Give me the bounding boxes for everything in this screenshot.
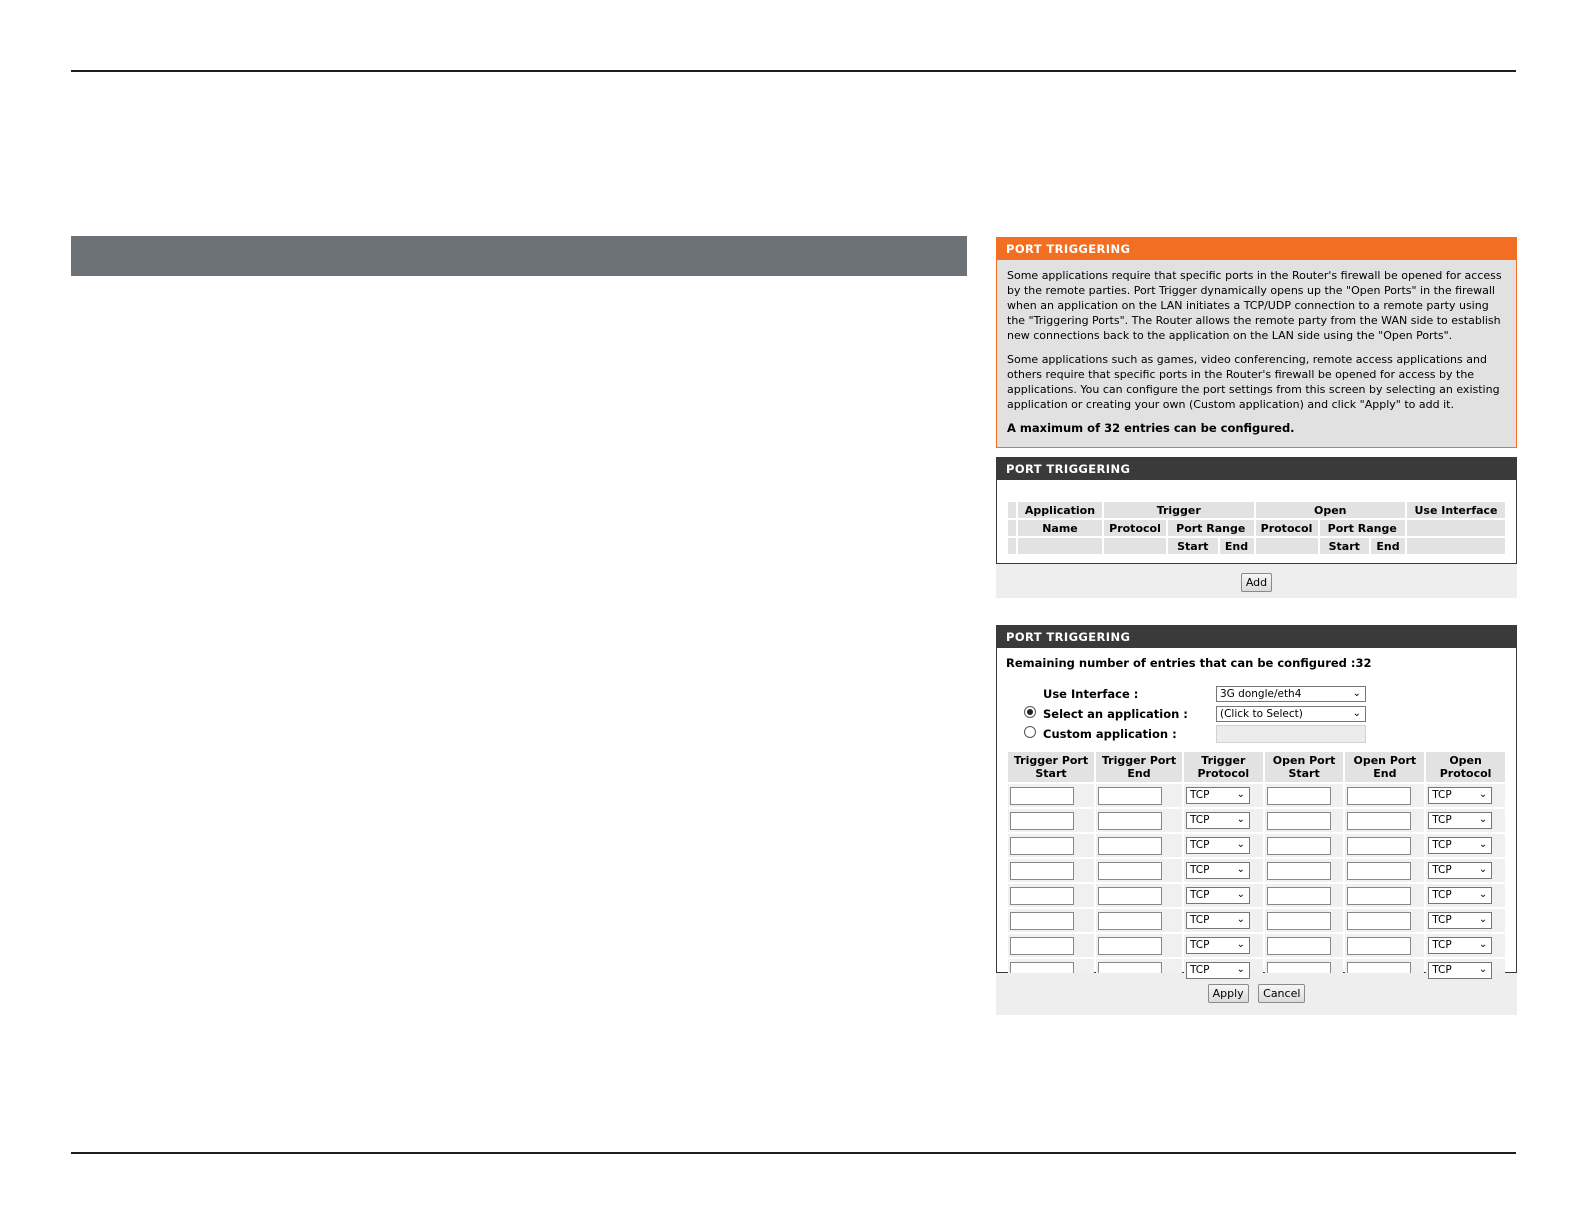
col-open-end: End xyxy=(1371,538,1405,554)
open-port-start-input[interactable] xyxy=(1267,837,1331,855)
open-port-end-input[interactable] xyxy=(1347,937,1411,955)
open-port-start-input[interactable] xyxy=(1267,787,1331,805)
chevron-down-icon: ⌄ xyxy=(1236,839,1245,850)
col-trigger-port-start: Trigger Port Start xyxy=(1008,752,1094,782)
trigger-protocol-select-value: TCP xyxy=(1190,914,1210,926)
chevron-down-icon: ⌄ xyxy=(1478,939,1488,950)
trigger-protocol-select[interactable] xyxy=(1186,787,1250,804)
open-port-start-input[interactable] xyxy=(1267,912,1331,930)
table-row xyxy=(1008,784,1505,807)
open-protocol-select-value: TCP xyxy=(1432,864,1452,876)
apply-button[interactable]: Apply xyxy=(1208,984,1249,1003)
select-application-label: Select an application : xyxy=(1043,707,1188,721)
open-port-end-input[interactable] xyxy=(1347,787,1411,805)
table-row xyxy=(1008,909,1505,932)
chevron-down-icon: ⌄ xyxy=(1236,939,1245,950)
table-row xyxy=(1008,884,1505,907)
add-button[interactable]: Add xyxy=(1241,573,1272,592)
col-name: Name xyxy=(1018,520,1102,536)
use-interface-row xyxy=(1006,684,1507,704)
col-trigger-port-range: Port Range xyxy=(1168,520,1254,536)
col-trigger-port-end: Trigger Port End xyxy=(1096,752,1182,782)
form-panel-body xyxy=(996,648,1517,976)
form-button-bar xyxy=(996,973,1517,1015)
port-triggering-list-table xyxy=(1006,500,1507,556)
table-row xyxy=(1008,809,1505,832)
chevron-down-icon: ⌄ xyxy=(1236,889,1245,900)
col-open-protocol: Open Protocol xyxy=(1426,752,1505,782)
trigger-protocol-select[interactable] xyxy=(1186,862,1250,879)
col-trigger-protocol: Trigger Protocol xyxy=(1184,752,1263,782)
trigger-port-end-input[interactable] xyxy=(1098,837,1162,855)
col-open-start: Start xyxy=(1320,538,1370,554)
trigger-port-end-input[interactable] xyxy=(1098,887,1162,905)
trigger-protocol-select-value: TCP xyxy=(1190,889,1210,901)
port-triggering-list-panel xyxy=(996,457,1517,598)
trigger-protocol-select-value: TCP xyxy=(1190,964,1210,976)
open-port-start-input[interactable] xyxy=(1267,937,1331,955)
open-port-end-input[interactable] xyxy=(1347,812,1411,830)
section-header-bar xyxy=(71,236,967,276)
open-protocol-select[interactable] xyxy=(1428,812,1492,829)
trigger-protocol-select[interactable] xyxy=(1186,962,1250,979)
trigger-port-end-input[interactable] xyxy=(1098,862,1162,880)
open-protocol-select[interactable] xyxy=(1428,787,1492,804)
list-button-bar xyxy=(996,564,1517,598)
open-protocol-select-value: TCP xyxy=(1432,789,1452,801)
use-interface-label: Use Interface : xyxy=(1043,687,1139,701)
trigger-protocol-select-value: TCP xyxy=(1190,864,1210,876)
trigger-port-start-input[interactable] xyxy=(1010,862,1074,880)
custom-application-label: Custom application : xyxy=(1043,727,1177,741)
chevron-down-icon: ⌄ xyxy=(1236,814,1245,825)
chevron-down-icon: ⌄ xyxy=(1478,814,1488,825)
cancel-button[interactable]: Cancel xyxy=(1258,984,1305,1003)
col-open-port-end: Open Port End xyxy=(1345,752,1424,782)
open-protocol-select-value: TCP xyxy=(1432,889,1452,901)
custom-application-radio[interactable] xyxy=(1024,726,1036,738)
port-triggering-form-panel xyxy=(996,625,1517,1015)
chevron-down-icon: ⌄ xyxy=(1236,789,1245,800)
select-application-radio[interactable] xyxy=(1024,706,1036,718)
open-protocol-select-value: TCP xyxy=(1432,914,1452,926)
select-application-value: (Click to Select) xyxy=(1220,708,1303,720)
trigger-port-start-input[interactable] xyxy=(1010,787,1074,805)
chevron-down-icon: ⌄ xyxy=(1478,964,1488,975)
port-triggering-intro-panel xyxy=(996,237,1517,448)
trigger-protocol-select[interactable] xyxy=(1186,937,1250,954)
open-protocol-select[interactable] xyxy=(1428,962,1492,979)
col-trigger-end: End xyxy=(1220,538,1254,554)
col-open-port-range: Port Range xyxy=(1320,520,1406,536)
trigger-protocol-select-value: TCP xyxy=(1190,789,1210,801)
trigger-protocol-select-value: TCP xyxy=(1190,814,1210,826)
intro-paragraph-2: Some applications such as games, video conferencing, remote access applications and others require that specific ports in the Router's firewall be opened for access by the applications. You can configure the port settings from this screen by selecting an existing application or creating your own (Custom application) and click "Apply" to add it. xyxy=(1007,353,1500,411)
open-port-end-input[interactable] xyxy=(1347,887,1411,905)
trigger-port-start-input[interactable] xyxy=(1010,912,1074,930)
intro-paragraph-1: Some applications require that specific ports in the Router's firewall be opened for access by the remote parties. Port Trigger dynamically opens up the "Open Ports" in the firewall when an application on the LAN initiates a TCP/UDP connection to a remote party using the "Triggering Ports". The Router allows the remote party from the WAN side to establish new connections back to the application on the LAN side using the "Open Ports". xyxy=(1007,269,1502,342)
custom-application-row xyxy=(1006,724,1507,744)
chevron-down-icon: ⌄ xyxy=(1352,688,1361,699)
remaining-entries-text: Remaining number of entries that can be configured :32 xyxy=(1006,656,1372,670)
col-open-port-start: Open Port Start xyxy=(1265,752,1344,782)
open-protocol-select[interactable] xyxy=(1428,862,1492,879)
trigger-port-start-input[interactable] xyxy=(1010,937,1074,955)
open-protocol-select[interactable] xyxy=(1428,837,1492,854)
select-application-select[interactable] xyxy=(1216,706,1366,722)
open-protocol-select-value: TCP xyxy=(1432,814,1452,826)
chevron-down-icon: ⌄ xyxy=(1478,914,1488,925)
table-row xyxy=(1008,934,1505,957)
chevron-down-icon: ⌄ xyxy=(1236,964,1245,975)
chevron-down-icon: ⌄ xyxy=(1478,789,1488,800)
chevron-down-icon: ⌄ xyxy=(1478,864,1488,875)
trigger-protocol-select[interactable] xyxy=(1186,812,1250,829)
open-port-end-input[interactable] xyxy=(1347,862,1411,880)
chevron-down-icon: ⌄ xyxy=(1478,839,1488,850)
col-use-interface: Use Interface xyxy=(1407,502,1505,518)
open-protocol-select-value: TCP xyxy=(1432,964,1452,976)
intro-panel-body xyxy=(996,260,1517,448)
max-entries-note: A maximum of 32 entries can be configured. xyxy=(1007,421,1295,435)
open-protocol-select[interactable] xyxy=(1428,937,1492,954)
open-port-start-input[interactable] xyxy=(1267,887,1331,905)
col-open-protocol: Protocol xyxy=(1256,520,1318,536)
trigger-port-end-input[interactable] xyxy=(1098,812,1162,830)
select-application-row xyxy=(1006,704,1507,724)
col-trigger-protocol: Protocol xyxy=(1104,520,1166,536)
chevron-down-icon: ⌄ xyxy=(1352,708,1361,719)
table-row xyxy=(1008,859,1505,882)
open-port-end-input[interactable] xyxy=(1347,837,1411,855)
trigger-protocol-select[interactable] xyxy=(1186,837,1250,854)
table-row xyxy=(1008,834,1505,857)
chevron-down-icon: ⌄ xyxy=(1478,889,1488,900)
top-rule xyxy=(71,70,1516,72)
use-interface-select[interactable] xyxy=(1216,686,1366,702)
trigger-port-start-input[interactable] xyxy=(1010,837,1074,855)
trigger-protocol-select-value: TCP xyxy=(1190,839,1210,851)
trigger-port-start-input[interactable] xyxy=(1010,887,1074,905)
open-protocol-select-value: TCP xyxy=(1432,939,1452,951)
chevron-down-icon: ⌄ xyxy=(1236,864,1245,875)
col-open: Open xyxy=(1256,502,1406,518)
list-panel-title: PORT TRIGGERING xyxy=(996,457,1517,480)
trigger-protocol-select[interactable] xyxy=(1186,912,1250,929)
trigger-port-start-input[interactable] xyxy=(1010,812,1074,830)
col-trigger: Trigger xyxy=(1104,502,1254,518)
list-panel-body xyxy=(996,480,1517,564)
trigger-protocol-select-value: TCP xyxy=(1190,939,1210,951)
chevron-down-icon: ⌄ xyxy=(1236,914,1245,925)
trigger-port-end-input[interactable] xyxy=(1098,787,1162,805)
custom-application-input[interactable] xyxy=(1216,725,1366,743)
trigger-port-end-input[interactable] xyxy=(1098,912,1162,930)
trigger-protocol-select[interactable] xyxy=(1186,887,1250,904)
open-protocol-select[interactable] xyxy=(1428,887,1492,904)
open-port-start-input[interactable] xyxy=(1267,812,1331,830)
form-panel-title: PORT TRIGGERING xyxy=(996,625,1517,648)
use-interface-value: 3G dongle/eth4 xyxy=(1220,688,1302,700)
open-protocol-select-value: TCP xyxy=(1432,839,1452,851)
port-rule-table xyxy=(1006,750,1507,984)
col-trigger-start: Start xyxy=(1168,538,1218,554)
open-port-start-input[interactable] xyxy=(1267,862,1331,880)
bottom-rule xyxy=(71,1152,1516,1154)
open-protocol-select[interactable] xyxy=(1428,912,1492,929)
intro-panel-title: PORT TRIGGERING xyxy=(996,237,1517,260)
col-application: Application xyxy=(1018,502,1102,518)
trigger-port-end-input[interactable] xyxy=(1098,937,1162,955)
open-port-end-input[interactable] xyxy=(1347,912,1411,930)
